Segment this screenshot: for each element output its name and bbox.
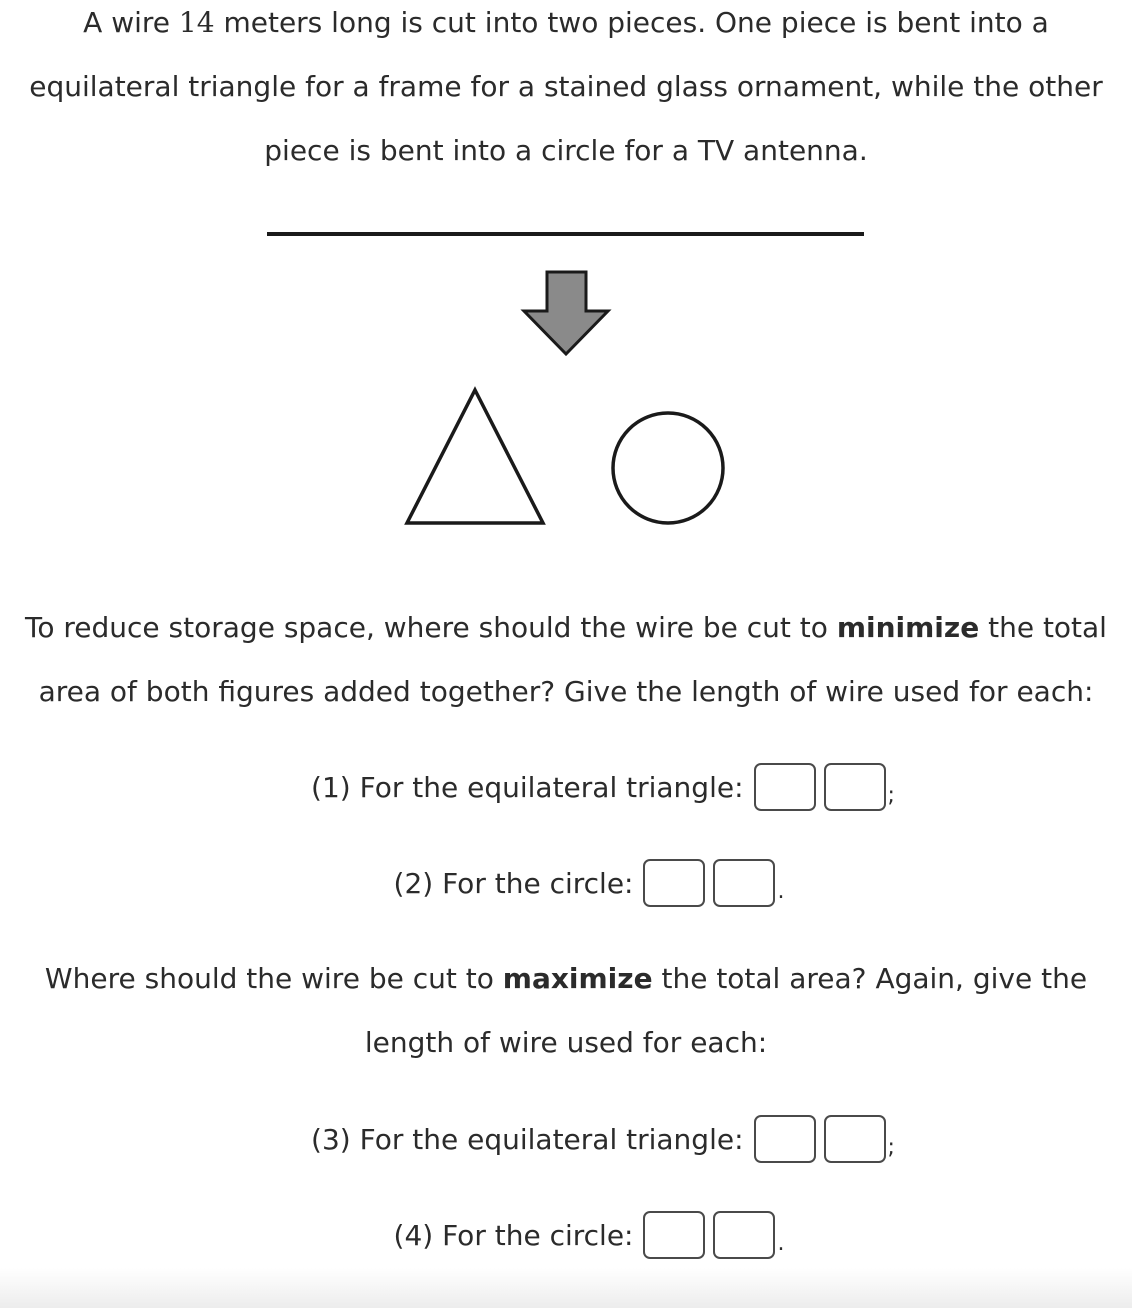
- maximize-keyword: maximize: [502, 962, 653, 995]
- maximize-question-line-2: length of wire used for each:: [364, 1026, 768, 1059]
- answer-row-triangle-min: [0, 759, 1132, 815]
- minimize-question-end: the total: [979, 611, 1107, 644]
- minimize-question-start: To reduce storage space, where should the wire be cut to: [25, 611, 837, 644]
- answer-label: (4) For the circle:: [393, 1218, 634, 1252]
- answer-input-box[interactable]: [713, 1211, 775, 1259]
- answer-punctuation: ;: [887, 782, 895, 808]
- answer-label: (1) For the equilateral triangle:: [311, 770, 744, 804]
- minimize-question-line-2: area of both figures added together? Give the length of wire used for each:: [38, 675, 1094, 708]
- answer-input-box[interactable]: [754, 1115, 816, 1163]
- minimize-keyword: minimize: [836, 611, 980, 644]
- minimize-question: [0, 596, 1132, 724]
- answer-input-box[interactable]: [754, 763, 816, 811]
- maximize-question: [0, 947, 1132, 1075]
- answer-input-box[interactable]: [643, 1211, 705, 1259]
- maximize-question-line-1: [0, 947, 1132, 1011]
- intro-line-1-end: meters long is cut into two pieces. One piece is bent into a: [214, 6, 1049, 39]
- answer-input-box[interactable]: [824, 763, 886, 811]
- equilateral-triangle-icon: [407, 390, 543, 523]
- intro-line-1-start: A wire: [83, 6, 179, 39]
- answer-punctuation: ;: [887, 1134, 895, 1160]
- circle-icon: [613, 413, 723, 523]
- answer-input-box[interactable]: [824, 1115, 886, 1163]
- answer-row-circle-max: [0, 1207, 1132, 1263]
- wire-diagram: [0, 0, 1132, 560]
- answer-input-box[interactable]: [643, 859, 705, 907]
- intro-line-2: equilateral triangle for a frame for a stained glass ornament, while the other: [29, 70, 1103, 103]
- answer-punctuation: .: [777, 1230, 785, 1256]
- maximize-question-end: the total area? Again, give the: [652, 962, 1088, 995]
- answer-label: (3) For the equilateral triangle:: [311, 1122, 744, 1156]
- maximize-question-start: Where should the wire be cut to: [44, 962, 503, 995]
- answer-input-box[interactable]: [713, 859, 775, 907]
- answer-label: (2) For the circle:: [393, 866, 634, 900]
- intro-line-3: piece is bent into a circle for a TV antenna.: [264, 134, 868, 167]
- minimize-question-line-1: [0, 596, 1132, 660]
- bottom-fade: [0, 1268, 1132, 1308]
- answer-punctuation: .: [777, 878, 785, 904]
- down-arrow-icon: [524, 272, 608, 354]
- answer-row-circle-min: [0, 855, 1132, 911]
- answer-row-triangle-max: [0, 1111, 1132, 1167]
- wire-length-number: 14: [178, 6, 215, 39]
